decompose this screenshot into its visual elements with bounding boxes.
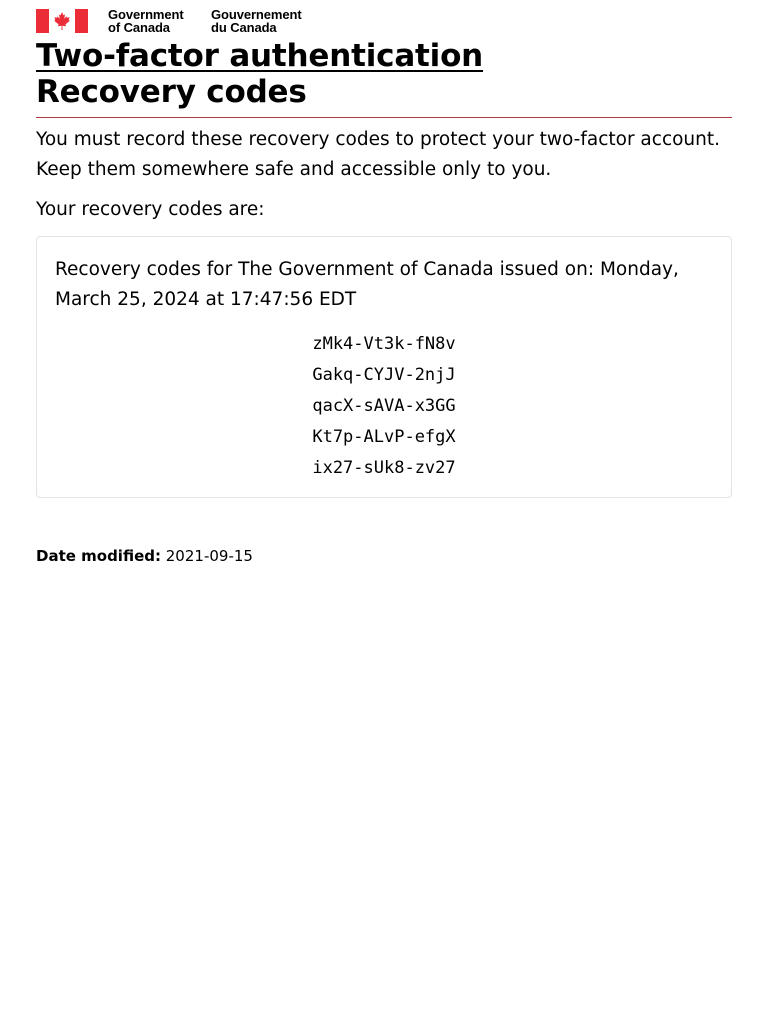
codes-label: Your recovery codes are: — [36, 199, 265, 220]
recovery-code: ix27-sUk8-zv27 — [312, 458, 456, 478]
intro-text: You must record these recovery codes to protect your two-factor account. Keep them somewhere safe and accessible only to you. — [36, 129, 721, 180]
goc-signature[interactable] — [36, 8, 336, 34]
recovery-codes-heading: Recovery codes for The Government of Canada issued on: Monday, March 25, 2024 at 17:47:56 EDT — [55, 259, 679, 310]
page-title: Recovery codes — [36, 74, 307, 110]
recovery-code: Gakq-CYJV-2njJ — [312, 365, 456, 385]
signature-english-line1: Government — [108, 7, 184, 22]
title-divider — [36, 117, 732, 118]
recovery-code-list — [37, 329, 731, 484]
date-modified-label: Date modified: — [36, 547, 161, 565]
signature-french — [211, 8, 302, 34]
signature-french-line1: Gouvernement — [211, 7, 302, 22]
two-factor-title-link[interactable]: Two-factor authentication — [36, 38, 484, 74]
signature-english-line2: of Canada — [108, 20, 170, 35]
recovery-codes-panel — [36, 236, 732, 498]
recovery-code: Kt7p-ALvP-efgX — [312, 427, 456, 447]
recovery-code: qacX-sAVA-x3GG — [312, 396, 456, 416]
date-modified-value: 2021-09-15 — [165, 547, 253, 565]
date-modified — [36, 545, 253, 567]
recovery-code: zMk4-Vt3k-fN8v — [312, 334, 456, 354]
canada-flag-icon — [36, 9, 88, 33]
signature-french-line2: du Canada — [211, 20, 277, 35]
signature-english — [108, 8, 184, 34]
